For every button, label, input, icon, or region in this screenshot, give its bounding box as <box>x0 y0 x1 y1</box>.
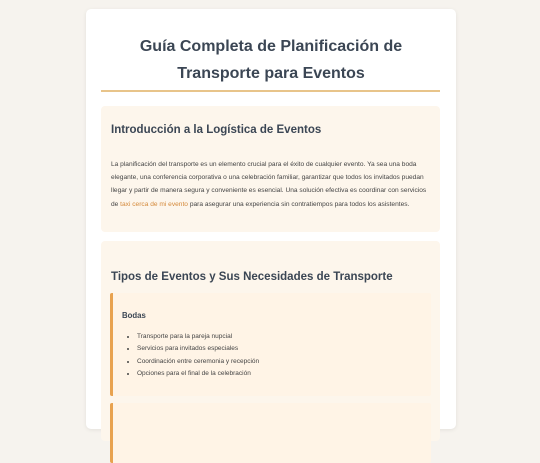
page-title: Guía Completa de Planificación de Transporte para Eventos <box>139 38 403 82</box>
article-card <box>86 9 456 429</box>
taxi-link[interactable]: taxi cerca de mi evento <box>120 200 188 208</box>
intro-heading: Introducción a la Logística de Eventos <box>111 124 322 136</box>
event-card-weddings <box>110 293 431 396</box>
list-item: • Opciones para el final de la celebración <box>137 368 259 380</box>
event-types-heading: Tipos de Eventos y Sus Necesidades de Transporte <box>111 271 393 283</box>
event-types-section <box>101 241 440 441</box>
list-item: • Transporte para la pareja nupcial <box>137 331 259 343</box>
intro-text-after: para asegurar una experiencia sin contratiempos para todos los asistentes. <box>187 200 410 208</box>
event-card-next <box>110 403 431 463</box>
intro-section <box>101 106 440 232</box>
list-item: • Coordinación entre ceremonia y recepción <box>137 356 259 368</box>
event-needs-list <box>123 331 259 380</box>
title-divider <box>101 90 440 92</box>
intro-text-before: La planificación del transporte es un elemento crucial para el éxito de cualquier evento. Ya sea una boda elegante, una conferencia corporativa o una celebración familiar, garantizar que todos los invitados puedan llegar y partir de manera segura y conveniente es esencial. Una solución efectiva es coordinar con servicios de <box>111 161 427 208</box>
event-card-title: Bodas <box>122 311 146 320</box>
intro-paragraph <box>111 158 430 211</box>
list-item: • Servicios para invitados especiales <box>137 343 259 355</box>
